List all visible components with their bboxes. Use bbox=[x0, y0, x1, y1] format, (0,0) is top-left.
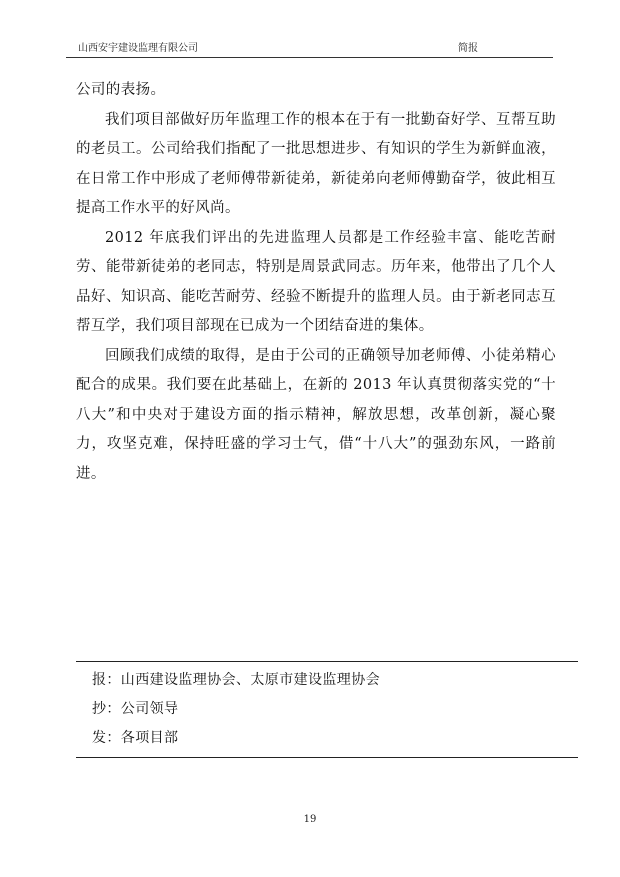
distribution-list bbox=[76, 662, 578, 757]
copy-to-line: 抄：公司领导 bbox=[92, 701, 179, 717]
send-to-line: 发：各项目部 bbox=[92, 730, 179, 746]
report-to-line: 报：山西建设监理协会、太原市建设监理协会 bbox=[92, 672, 380, 688]
bulletin-label: 简报 bbox=[458, 43, 478, 54]
paragraph-4: 回顾我们成绩的取得，是由于公司的正确领导加老师傅、小徒弟精心配合的成果。我们要在此基础上，在新的 2013 年认真贯彻落实党的“十八大”和中央对于建设方面的指示精神，解放思想，改革创新，凝心聚力，攻坚克难，保持旺盛的学习士气，借“十八大”的强劲东风，一路前进。 bbox=[76, 347, 556, 482]
distribution-block bbox=[76, 661, 578, 758]
company-name: 山西安宇建设监理有限公司 bbox=[78, 43, 198, 54]
paragraph-2: 我们项目部做好历年监理工作的根本在于有一批勤奋好学、互帮互助的老员工。公司给我们指配了一批思想进步、有知识的学生为新鲜血液，在日常工作中形成了老师傅带新徒弟，新徒弟向老师傅勤奋学，彼此相互提高工作水平的好风尚。 bbox=[76, 111, 556, 216]
document-body bbox=[76, 76, 556, 489]
page-number: 19 bbox=[303, 814, 317, 825]
paragraph-1: 公司的表扬。 bbox=[76, 82, 166, 98]
paragraph-3: 2012 年底我们评出的先进监理人员都是工作经验丰富、能吃苦耐劳、能带新徒弟的老同志，特别是周景武同志。历年来，他带出了几个人品好、知识高、能吃苦耐劳、经验不断提升的监理人员。由于新老同志互帮互学，我们项目部现在已成为一个团结奋进的集体。 bbox=[76, 229, 556, 334]
header-divider bbox=[66, 57, 553, 58]
distribution-bottom-rule bbox=[76, 757, 578, 758]
